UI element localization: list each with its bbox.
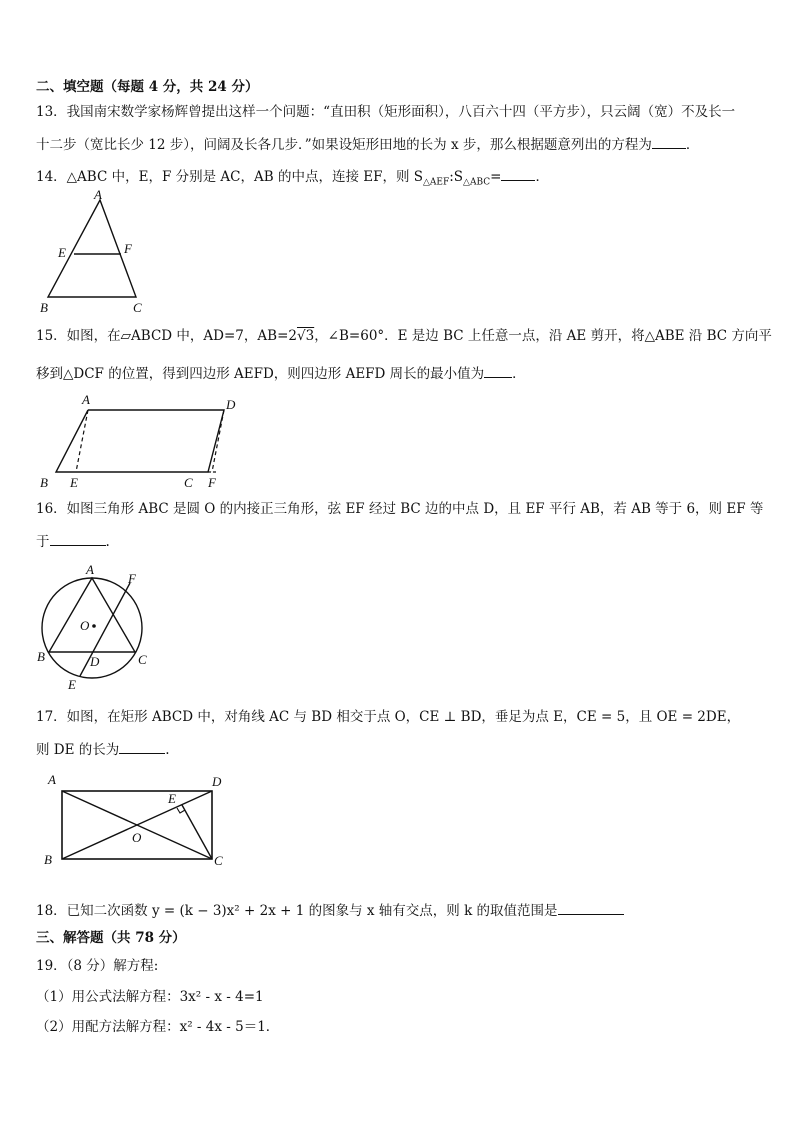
- q15-text: 移到△DCF 的位置，得到四边形 AEFD，则四边形 AEFD 周长的最小值为: [36, 366, 485, 382]
- q13-line2: [36, 134, 699, 154]
- label-b: B: [37, 649, 45, 664]
- segment-df: [212, 410, 224, 472]
- label-e: E: [58, 245, 66, 260]
- label-b: B: [40, 300, 48, 315]
- q15-text-b: ，∠B=60°．E 是边 BC 上任意一点，沿 AE 剪开，将△ABE 沿 BC 方向平: [314, 328, 772, 344]
- q19-part1: （1）用公式法解方程：3x² - x - 4=1: [36, 989, 264, 1005]
- label-d: D: [226, 397, 236, 412]
- answer-blank[interactable]: [558, 900, 624, 915]
- q16-text: 于: [36, 534, 50, 550]
- q19-part2: （2）用配方法解方程：x² - 4x - 5＝1．: [36, 1019, 280, 1035]
- q15-line2: [36, 363, 526, 383]
- q17-text: 则 DE 的长为: [36, 742, 120, 758]
- q17-line1: 17．如图，在矩形 ABCD 中，对角线 AC 与 BD 相交于点 O，CE ⊥ BD，垂足为点 E，CE = 5，且 OE = 2DE，: [36, 709, 741, 725]
- q14-colon: :S: [449, 169, 464, 185]
- label-e: E: [70, 475, 78, 490]
- label-f: F: [208, 475, 216, 490]
- q18-line: [36, 900, 624, 920]
- label-a: A: [82, 392, 90, 407]
- answer-blank[interactable]: [652, 134, 686, 149]
- q14-sub1: △AEF: [423, 177, 450, 188]
- figure-triangle-abc: [36, 186, 156, 318]
- figure-rectangle-abcd: [36, 768, 236, 874]
- section-title-fill-in: 二、填空题（每题 4 分，共 24 分）: [36, 79, 259, 95]
- parallelogram-abcd: [56, 410, 224, 472]
- q14-text: 14．△ABC 中，E，F 分别是 AC，AB 的中点，连接 EF，则 S: [36, 169, 423, 185]
- label-c: C: [184, 475, 193, 490]
- segment-ce: [182, 805, 212, 859]
- q17-tail: .: [165, 742, 170, 758]
- label-o: O: [132, 830, 142, 845]
- label-o: O: [80, 618, 90, 633]
- triangle-abc: [49, 578, 135, 652]
- label-a: A: [86, 562, 94, 577]
- center-o: [92, 624, 96, 628]
- label-b: B: [44, 852, 52, 867]
- q14-tail: ．: [535, 169, 549, 185]
- label-f: F: [128, 571, 136, 586]
- answer-blank[interactable]: [50, 531, 106, 546]
- answer-blank[interactable]: [484, 363, 512, 378]
- q16-line1: 16．如图三角形 ABC 是圆 O 的内接正三角形，弦 EF 经过 BC 边的中点 D，且 EF 平行 AB，若 AB 等于 6，则 EF 等: [36, 501, 764, 517]
- q19-title: 19．（8 分）解方程:: [36, 958, 159, 974]
- q15-line1: [36, 327, 772, 345]
- q14-sub2: △ABC: [463, 177, 491, 188]
- segment-ae: [76, 410, 88, 472]
- q15-tail: ．: [512, 366, 526, 382]
- q13-text: 十二步（宽比长少 12 步），问阔及长各几步．”如果设矩形田地的长为 x 步，那么根据题意列出的方程为: [36, 137, 652, 153]
- q16-tail: .: [105, 534, 110, 550]
- label-e: E: [168, 791, 176, 806]
- label-d: D: [212, 774, 222, 789]
- q18-text: 18．已知二次函数 y = (k − 3)x² + 2x + 1 的图象与 x 轴有交点，则 k 的取值范围是: [36, 903, 558, 919]
- q15-text-a: 15．如图，在▱ABCD 中，AD=7，AB=2: [36, 328, 297, 344]
- q14-eq: =: [490, 169, 502, 185]
- label-e: E: [68, 677, 76, 692]
- figure-circle-triangle: [30, 558, 160, 694]
- label-c: C: [214, 853, 223, 868]
- q13-tail: ．: [685, 137, 700, 153]
- label-b: B: [40, 475, 48, 490]
- q16-line2: [36, 531, 110, 551]
- label-a: A: [94, 187, 102, 202]
- label-f: F: [124, 241, 132, 256]
- answer-blank[interactable]: [501, 166, 535, 181]
- label-d: D: [90, 654, 100, 669]
- q15-sqrt3: √3: [296, 328, 315, 344]
- label-c: C: [133, 300, 142, 315]
- label-a: A: [48, 772, 56, 787]
- q17-line2: [36, 739, 170, 759]
- section-title-solutions: 三、解答题（共 78 分）: [36, 930, 186, 946]
- label-c: C: [138, 652, 147, 667]
- figure-parallelogram-aefd: [34, 392, 254, 492]
- answer-blank[interactable]: [119, 739, 165, 754]
- q13-line1: 13．我国南宋数学家杨辉曾提出这样一个问题：“直田积（矩形面积），八百六十四（平方步），只云阔（宽）不及长一: [36, 104, 736, 120]
